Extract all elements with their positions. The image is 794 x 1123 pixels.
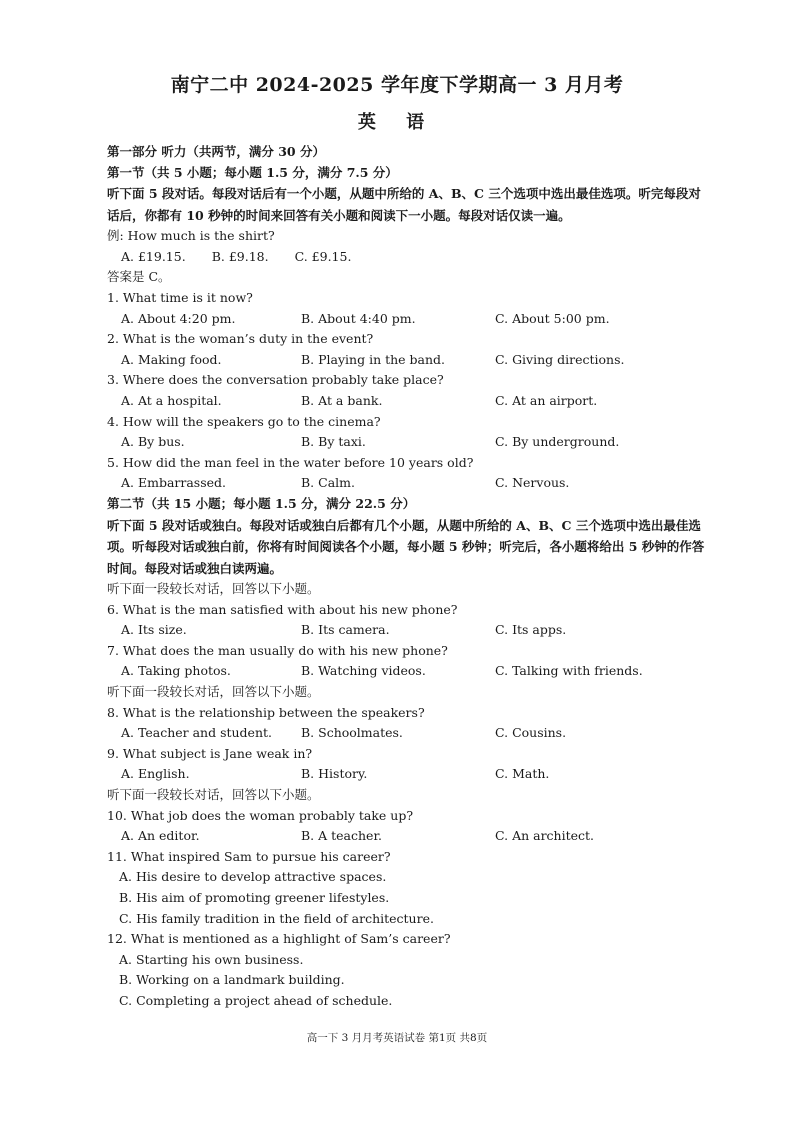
listen-prompt: 听下面一段较长对话，回答以下小题。: [107, 683, 320, 699]
option-c: C. Giving directions.: [495, 351, 625, 367]
option-c: C. Completing a project ahead of schedule.: [119, 992, 393, 1008]
option-a: A. Making food.: [121, 351, 222, 367]
question-2-options: [107, 350, 707, 371]
option-a: A. Taking photos.: [121, 663, 231, 679]
section2-instruction: 听下面 5 段对话或独白。每段对话或独白后都有几个小题，从题中所给的 A、B、C 三个选项中选出最佳选项。听每段对话或独白前，你将有时间阅读各个小题，每小题 5 秒钟；听完后，各小题将给出 5 秒钟的作答时间。每段对话或独白读两遍。: [107, 517, 705, 576]
example-option-c: C. £9.15.: [294, 248, 352, 264]
option-c: C. Math.: [495, 766, 550, 782]
question-6: 6. What is the man satisfied with about his new phone?: [107, 601, 458, 617]
option-a: A. Teacher and student.: [121, 725, 273, 741]
exam-title: 南宁二中 2024-2025 学年度下学期高一 3 月月考: [170, 74, 624, 96]
option-c: C. Nervous.: [495, 475, 570, 491]
question-12: 12. What is mentioned as a highlight of Sam’s career?: [107, 931, 451, 947]
question-2: 2. What is the woman’s duty in the event?: [107, 331, 374, 347]
option-b: B. Calm.: [301, 475, 355, 491]
question-9-options: [107, 764, 707, 785]
question-8-options: [107, 723, 707, 744]
option-a: A. Embarrassed.: [121, 475, 227, 491]
option-c: C. At an airport.: [495, 392, 598, 408]
question-6-options: [107, 620, 707, 641]
option-b: B. His aim of promoting greener lifestyles.: [119, 889, 390, 905]
exam-content: [107, 142, 707, 1011]
question-10: 10. What job does the woman probably take up?: [107, 807, 414, 823]
option-a: A. Starting his own business.: [119, 951, 304, 967]
option-c: C. Cousins.: [495, 725, 567, 741]
question-8: 8. What is the relationship between the speakers?: [107, 704, 425, 720]
example-option-a: A. £19.15.: [121, 248, 186, 264]
example-question: 例: How much is the shirt?: [107, 228, 275, 244]
question-7: 7. What does the man usually do with his new phone?: [107, 642, 448, 658]
option-a: A. His desire to develop attractive spaces.: [119, 869, 387, 885]
question-5: 5. How did the man feel in the water before 10 years old?: [107, 454, 474, 470]
option-b: B. Schoolmates.: [301, 725, 403, 741]
question-9: 9. What subject is Jane weak in?: [107, 745, 313, 761]
question-11: 11. What inspired Sam to pursue his career?: [107, 848, 391, 864]
listen-prompt: 听下面一段较长对话，回答以下小题。: [107, 786, 320, 802]
option-a: A. At a hospital.: [121, 392, 222, 408]
option-c: C. An architect.: [495, 828, 595, 844]
example-answer: 答案是 C。: [107, 269, 171, 285]
option-b: B. A teacher.: [301, 828, 383, 844]
question-1-options: [107, 309, 707, 330]
example-options: [107, 247, 707, 268]
option-b: B. By taxi.: [301, 434, 366, 450]
option-a: A. An editor.: [121, 828, 200, 844]
subject-title: 英 语: [357, 112, 437, 133]
section1-instruction: 听下面 5 段对话。每段对话后有一个小题，从题中所给的 A、B、C 三个选项中选出最佳选项。听完每段对话后，你都有 10 秒钟的时间来回答有关小题和阅读下一小题。每段对话仅读一遍。: [107, 186, 701, 223]
question-7-options: [107, 661, 707, 682]
question-3: 3. Where does the conversation probably take place?: [107, 372, 444, 388]
part1-heading: 第一部分 听力（共两节，满分 30 分）: [107, 144, 325, 159]
option-b: B. About 4:40 pm.: [301, 310, 416, 326]
option-b: B. Playing in the band.: [301, 351, 446, 367]
question-4-options: [107, 432, 707, 453]
listen-prompt: 听下面一段较长对话，回答以下小题。: [107, 581, 320, 596]
option-b: B. History.: [301, 766, 368, 782]
option-a: A. About 4:20 pm.: [121, 310, 236, 326]
option-c: C. By underground.: [495, 434, 620, 450]
option-b: B. Its camera.: [301, 622, 390, 638]
question-5-options: [107, 473, 707, 494]
option-a: A. By bus.: [121, 434, 185, 450]
option-c: C. About 5:00 pm.: [495, 310, 610, 326]
page-footer: 高一下 3 月月考英语试卷 第1页 共8页: [306, 1032, 488, 1044]
section1-heading: 第一节（共 5 小题；每小题 1.5 分，满分 7.5 分）: [107, 164, 398, 180]
question-10-options: [107, 826, 707, 847]
question-4: 4. How will the speakers go to the cinema?: [107, 413, 381, 429]
question-1: 1. What time is it now?: [107, 289, 253, 305]
option-c: C. Its apps.: [495, 622, 567, 638]
option-c: C. His family tradition in the field of architecture.: [119, 910, 434, 926]
section2-heading: 第二节（共 15 小题；每小题 1.5 分，满分 22.5 分）: [107, 495, 416, 511]
option-b: B. Working on a landmark building.: [119, 972, 345, 988]
example-option-b: B. £9.18.: [211, 248, 269, 264]
option-a: A. Its size.: [121, 622, 187, 638]
option-b: B. At a bank.: [301, 392, 383, 408]
question-3-options: [107, 391, 707, 412]
option-c: C. Talking with friends.: [495, 663, 643, 679]
option-a: A. English.: [121, 766, 190, 782]
option-b: B. Watching videos.: [301, 663, 426, 679]
